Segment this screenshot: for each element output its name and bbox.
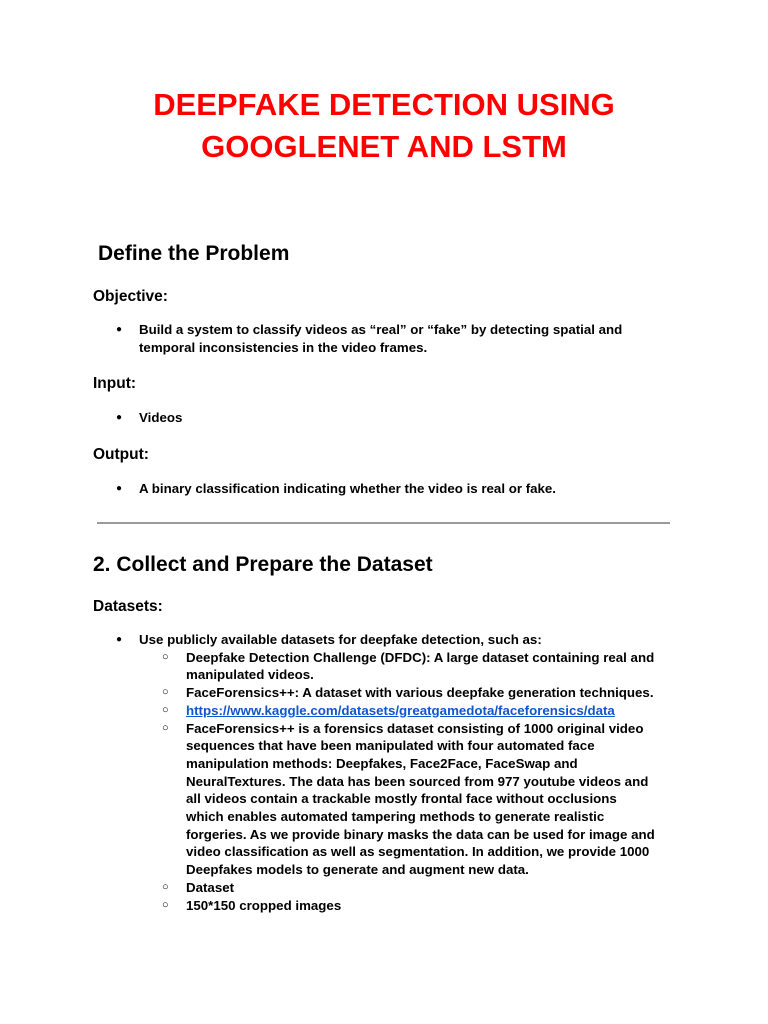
datasets-list xyxy=(116,631,686,914)
datasets-label: Datasets: xyxy=(93,598,163,615)
horizontal-divider xyxy=(97,522,670,524)
output-bullet: ● A binary classification indicating whether the video is real or fake. xyxy=(116,480,676,498)
datasets-bullet xyxy=(116,631,686,914)
datasets-sub-list xyxy=(162,649,686,915)
input-bullet: ● Videos xyxy=(116,409,676,427)
datasets-bullet-text: Use publicly available datasets for deepfake detection, such as: xyxy=(139,632,542,647)
sub-item-faceforensics-description: ○ FaceForensics++ is a forensics dataset consisting of 1000 original video sequences that have been manipulated with four automated face manipulation methods: Deepfakes, Face2Face, FaceSwap and NeuralTextures. The data has been sourced from 977 youtube videos and all videos contain a trackable mostly frontal face without occlusions which enables automated tampering methods to generate realistic forgeries. As we provide binary masks the data can be used for image and video classification as well as segmentation. In addition, we provide 1000 Deepfakes models to generate and augment new data. xyxy=(162,720,656,879)
output-label: Output: xyxy=(93,446,149,463)
objective-label: Objective: xyxy=(93,288,168,305)
section-heading-collect-dataset: 2. Collect and Prepare the Dataset xyxy=(93,553,433,576)
sub-item-kaggle-link xyxy=(162,702,656,720)
section-heading-define-problem: Define the Problem xyxy=(98,242,290,265)
objective-bullet: ● Build a system to classify videos as “real” or “fake” by detecting spatial and temporal inconsistencies in the video frames. xyxy=(116,321,676,356)
kaggle-dataset-link[interactable]: https://www.kaggle.com/datasets/greatgamedota/faceforensics/data xyxy=(186,702,615,718)
input-list xyxy=(116,409,676,427)
sub-item-faceforensics: ○ FaceForensics++: A dataset with various deepfake generation techniques. xyxy=(162,684,656,702)
objective-list xyxy=(116,321,676,356)
output-list xyxy=(116,480,676,498)
document-title-line-2: GOOGLENET AND LSTM xyxy=(201,129,567,164)
sub-item-dataset: ○ Dataset xyxy=(162,879,656,897)
input-label: Input: xyxy=(93,375,137,392)
document-title xyxy=(0,84,768,168)
sub-item-cropped-images: ○ 150*150 cropped images xyxy=(162,897,656,915)
sub-item-dfdc: ○ Deepfake Detection Challenge (DFDC): A large dataset containing real and manipulated videos. xyxy=(162,649,656,684)
document-title-line-1: DEEPFAKE DETECTION USING xyxy=(153,87,615,122)
